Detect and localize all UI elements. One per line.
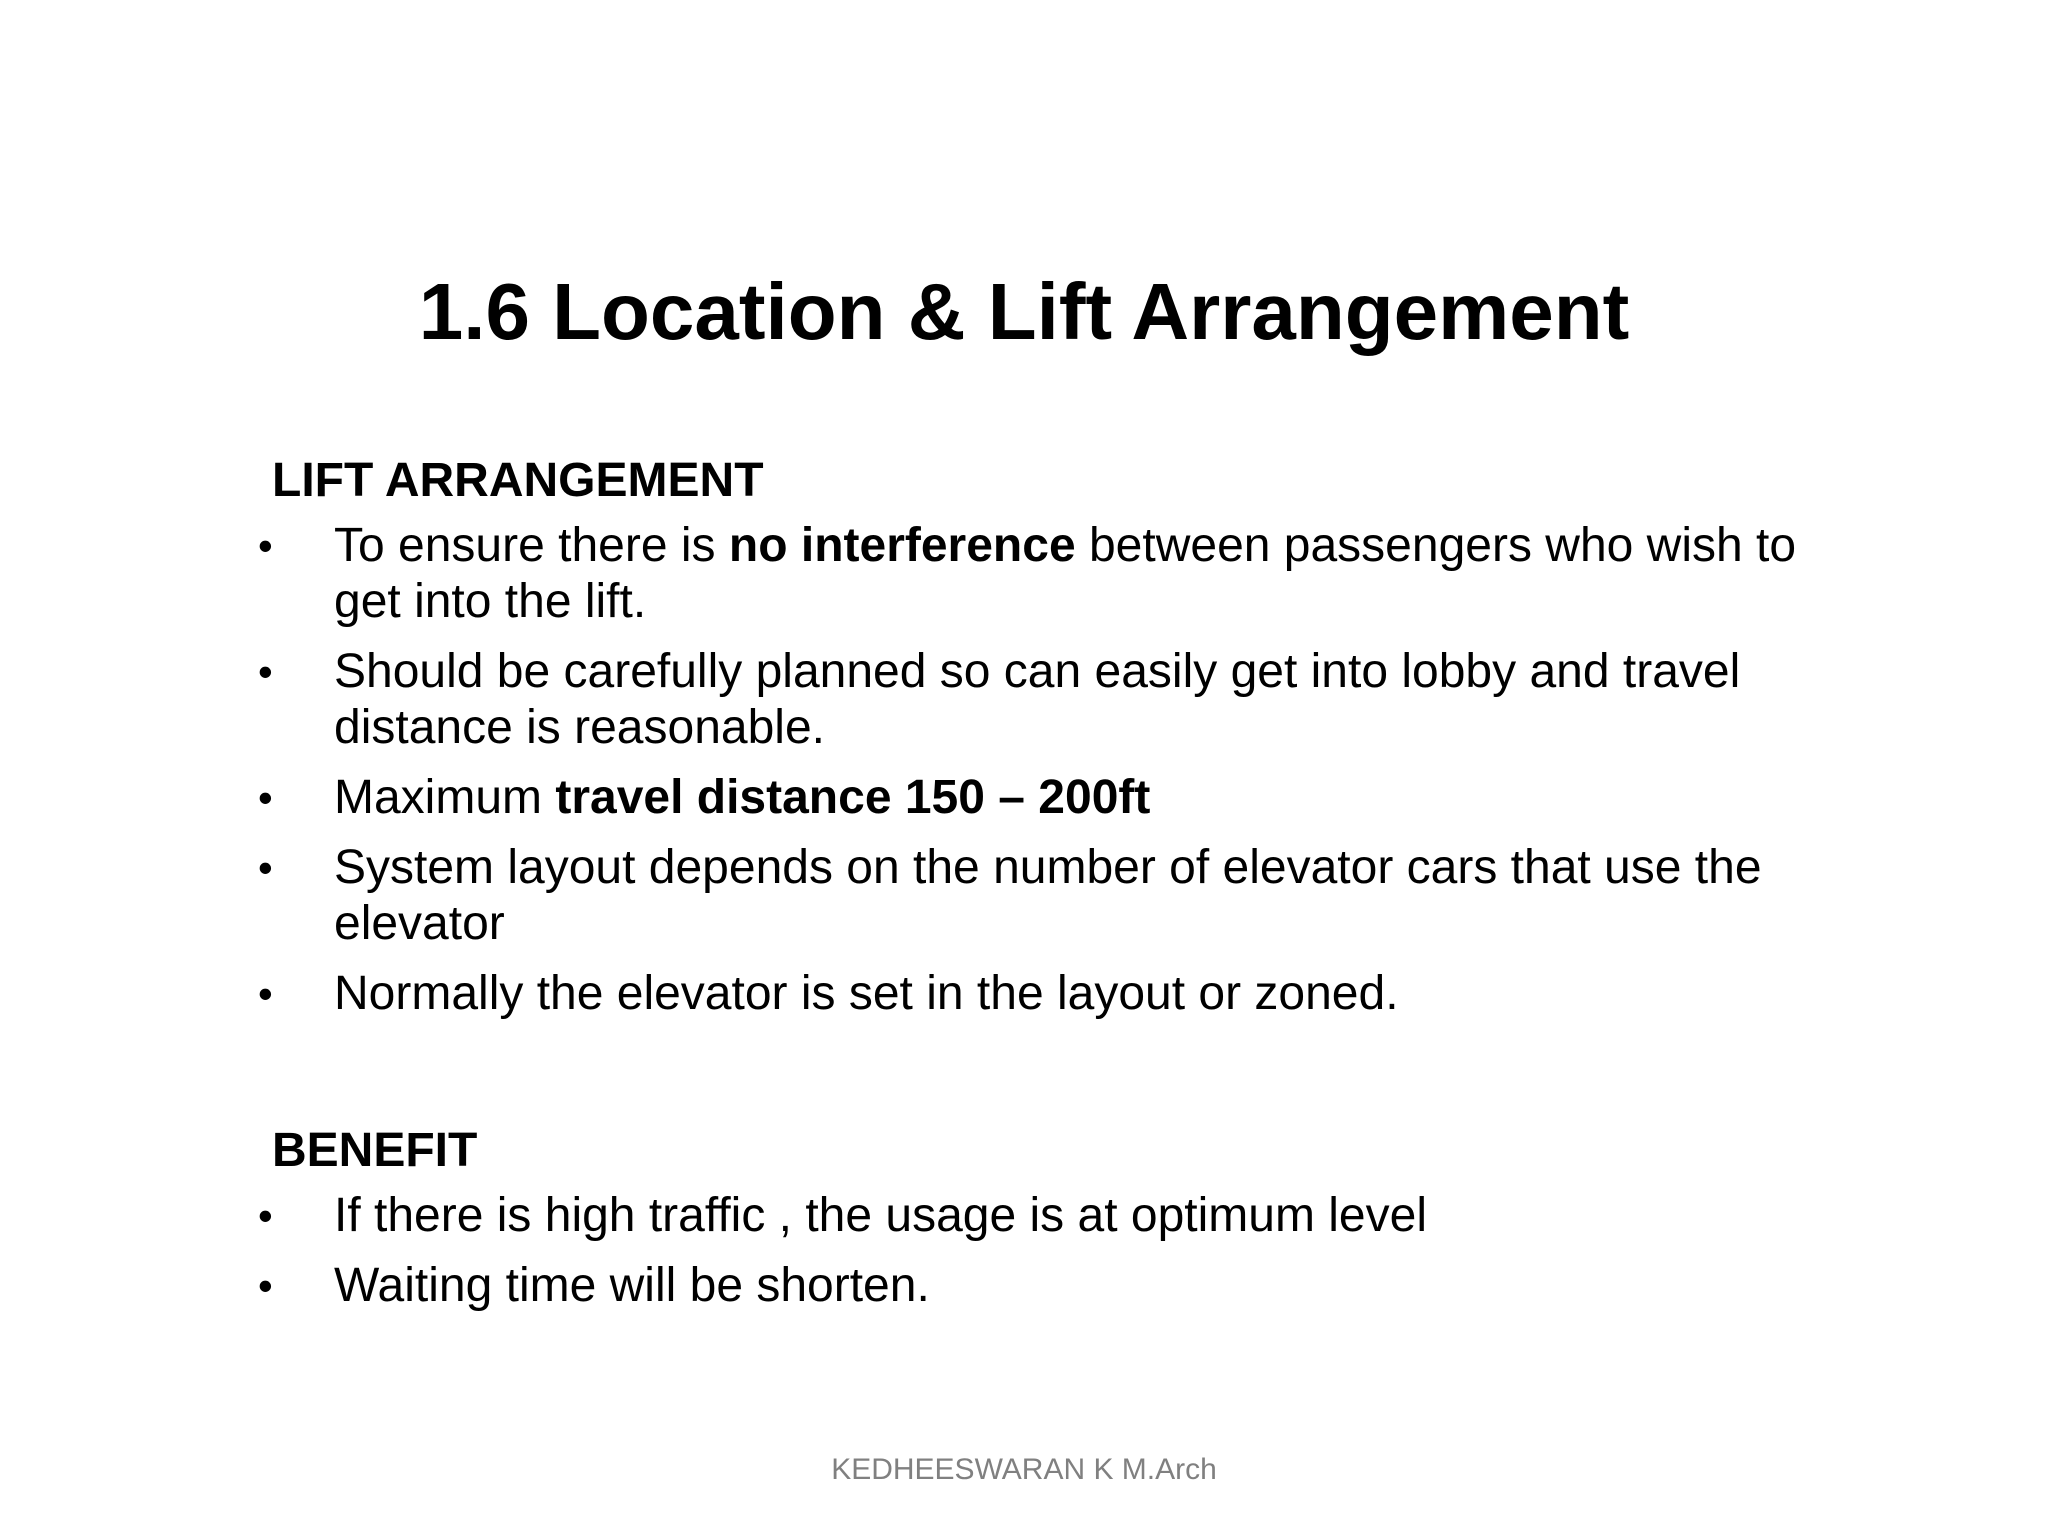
bullet-item xyxy=(250,1188,1850,1244)
bullet-text: Normally the elevator is set in the layout or zoned. xyxy=(334,967,1399,1020)
slide-footer: KEDHEESWARAN K M.Arch xyxy=(831,1453,1217,1486)
bullet-list xyxy=(250,1188,1850,1314)
bullet-item xyxy=(250,1258,1850,1314)
bullet-icon: • xyxy=(258,970,273,1017)
bullet-text: System layout depends on the number of elevator cars that use the elevator xyxy=(334,841,1762,950)
bullet-item xyxy=(250,644,1850,756)
section-lift-arrangement xyxy=(250,452,1850,1022)
bullet-text: To ensure there is xyxy=(334,519,729,572)
bullet-icon: • xyxy=(258,774,273,821)
bullet-bold-text: no interference xyxy=(728,519,1076,572)
bullet-text: If there is high traffic , the usage is at optimum level xyxy=(334,1189,1427,1242)
section-heading: LIFT ARRANGEMENT xyxy=(272,454,764,507)
bullet-icon: • xyxy=(258,522,273,569)
slide-title: 1.6 Location & Lift Arrangement xyxy=(418,267,1630,356)
slide-content xyxy=(250,452,1850,1328)
bullet-item xyxy=(250,518,1850,630)
bullet-list xyxy=(250,518,1850,1022)
bullet-icon: • xyxy=(258,1192,273,1239)
bullet-text: Waiting time will be shorten. xyxy=(334,1259,930,1312)
bullet-item xyxy=(250,840,1850,952)
bullet-bold-text: travel distance 150 – 200ft xyxy=(555,771,1151,824)
bullet-icon: • xyxy=(258,844,273,891)
section-spacer xyxy=(250,1036,1850,1122)
section-benefit xyxy=(250,1122,1850,1314)
bullet-text: Maximum xyxy=(334,771,556,824)
bullet-item xyxy=(250,770,1850,826)
section-heading: BENEFIT xyxy=(272,1124,478,1177)
bullet-item xyxy=(250,966,1850,1022)
bullet-text: between passengers who wish to get into the lift. xyxy=(334,519,1797,628)
bullet-text: Should be carefully planned so can easily get into lobby and travel distance is reasonable. xyxy=(334,645,1741,754)
bullet-icon: • xyxy=(258,648,273,695)
bullet-icon: • xyxy=(258,1262,273,1309)
